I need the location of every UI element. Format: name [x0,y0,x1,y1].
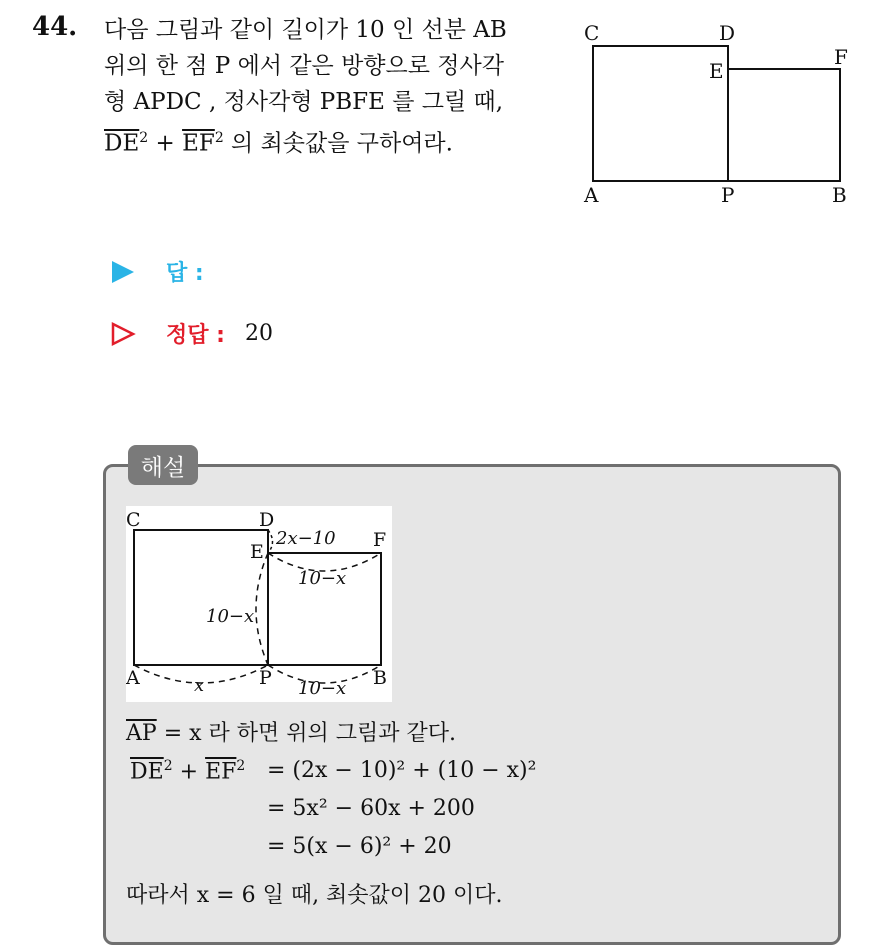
eq-plus: + [179,759,199,785]
correct-answer-label: 정답 : [166,323,225,348]
squares-figure [578,20,848,210]
outline-triangle-icon [110,321,136,347]
play-triangle-icon [110,259,136,285]
equation-step-1: = (2x − 10)² + (10 − x)² [267,758,537,783]
question-line-1: 다음 그림과 같이 길이가 10 인 선분 AB [104,17,507,43]
equation-step-2: = 5x² − 60x + 200 [267,796,475,821]
question-tail: 의 최솟값을 구하여라. [231,130,453,157]
question-line-2: 위의 한 점 P 에서 같은 방향으로 정사각 [104,53,504,79]
solution-figure [126,506,392,702]
arc-ep [256,553,268,665]
answer-label: 답 : [166,261,204,286]
point-a-label: A [584,183,599,207]
square-apdc [593,46,728,181]
exponent: 2 [139,130,149,146]
question-line-3: 형 APDC , 정사각형 PBFE 를 그릴 때, [104,89,504,115]
question-text [104,12,507,162]
sol-point-d: D [259,509,275,531]
segment-ef: $\overline{EF}$ [182,130,215,157]
solution-line-1 [126,716,456,747]
eq-segment-de: $\overline{DE}$ [130,759,164,785]
segment-ap: $\overline{AP}$ [126,721,157,746]
label-ap-length: x [194,675,205,696]
sol-point-f: F [373,529,387,551]
equation-step-3: = 5(x − 6)² + 20 [267,834,452,859]
segment-de: $\overline{DE}$ [104,130,140,157]
sol-point-b: B [373,667,387,689]
solution-line-1-rest: = x 라 하면 위의 그림과 같다. [163,721,457,746]
question-line-4 [104,120,507,162]
label-de-length: 2x−10 [276,528,336,549]
point-b-label: B [832,183,847,207]
plus-sign: + [155,130,175,157]
sol-point-e: E [250,541,264,563]
correct-answer-row [110,318,273,349]
correct-answer-value: 20 [244,321,273,346]
point-c-label: C [584,21,600,45]
solution-diagram [126,506,392,702]
label-pb-length: 10−x [298,678,347,699]
question-number: 44. [32,12,78,42]
point-f-label: F [834,45,848,69]
solution-square-apdc [134,530,268,665]
eq-segment-ef: $\overline{EF}$ [205,759,237,785]
label-ef-length: 10−x [298,568,347,589]
point-p-label: P [721,183,735,207]
point-e-label: E [709,59,724,83]
exponent: 2 [214,130,224,146]
label-ep-length: 10−x [206,606,255,627]
square-pbfe [728,69,840,181]
eq-exponent: 2 [236,758,246,774]
sol-point-a: A [126,667,140,689]
eq-exponent: 2 [163,758,173,774]
answer-row [110,256,204,287]
solution-tag: 해설 [128,445,198,485]
sol-point-c: C [126,509,141,531]
solution-conclusion: 따라서 x = 6 일 때, 최솟값이 20 이다. [126,883,503,908]
equation-lhs [130,758,245,784]
sol-point-p: P [259,667,272,689]
point-d-label: D [719,21,736,45]
